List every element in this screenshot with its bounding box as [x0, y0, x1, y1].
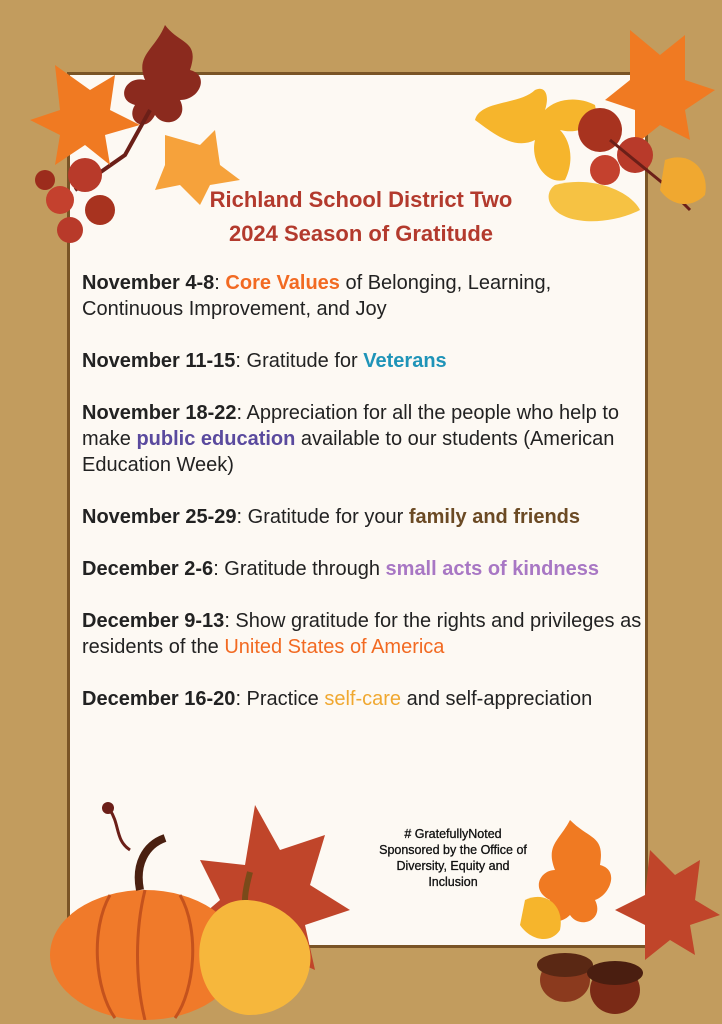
schedule-item: November 4-8: Core Values of Belonging, Learning, Continuous Improvement, and Joy	[82, 272, 552, 320]
item-text: Appreciation for all the people who help to make	[82, 402, 620, 450]
acorn-icon	[537, 953, 593, 1002]
item-date: December 16-20	[82, 688, 236, 710]
schedule-item: November 11-15: Gratitude for Veterans	[82, 350, 447, 372]
sponsor-text: Inclusion	[428, 875, 478, 889]
schedule-item: December 9-13: Show gratitude for the rights and privileges as residents of the United States of America	[82, 610, 642, 658]
item-text: Gratitude through	[218, 558, 386, 580]
item-text: Gratitude for	[240, 350, 364, 372]
item-highlight: small acts of kindness	[385, 558, 599, 580]
title-line-district: Richland School District Two	[209, 187, 513, 212]
item-date: November 11-15	[82, 350, 236, 372]
item-text: of Belonging, Learning, Continuous Improvement, and Joy	[82, 272, 552, 320]
maple-leaf-icon	[30, 65, 140, 165]
item-text: and self-appreciation	[401, 688, 593, 710]
item-date: December 9-13	[82, 610, 225, 632]
oak-leaf-icon	[124, 25, 201, 125]
item-date: November 25-29	[82, 506, 237, 528]
hashtag-text: # GratefullyNoted	[404, 827, 502, 841]
item-highlight: United States of America	[224, 636, 445, 658]
item-text: Practice	[241, 688, 325, 710]
schedule-item: December 16-20: Practice self-care and self-appreciation	[82, 688, 593, 710]
item-text: available to our students (American Education Week)	[82, 428, 615, 476]
page-title	[0, 183, 722, 251]
chestnut-leaf-icon	[475, 89, 596, 181]
item-highlight: family and friends	[408, 506, 580, 528]
schedule-item: November 25-29: Gratitude for your family and friends	[82, 506, 580, 528]
gratitude-schedule	[82, 270, 642, 738]
item-text: Show gratitude for the rights and privileges as residents of the	[82, 610, 642, 658]
item-highlight: Veterans	[363, 350, 447, 372]
item-highlight: public education	[136, 428, 296, 450]
schedule-item: December 2-6: Gratitude through small acts of kindness	[82, 558, 599, 580]
sponsor-text: Diversity, Equity and	[396, 859, 510, 873]
schedule-item: November 18-22: Appreciation for all the people who help to make public education available to our students (American Education Week)	[82, 402, 620, 476]
item-highlight: self-care	[324, 688, 402, 710]
pumpkins-bottom-left-icon	[40, 790, 360, 1020]
item-date: November 18-22	[82, 402, 237, 424]
item-highlight: Core Values	[225, 272, 340, 294]
item-text: Gratitude for your	[242, 506, 409, 528]
sponsor-footer	[355, 826, 551, 890]
maple-leaf-icon	[615, 850, 720, 960]
title-line-season: 2024 Season of Gratitude	[228, 221, 494, 246]
item-date: November 4-8	[82, 272, 215, 294]
acorn-icon	[587, 961, 643, 1014]
sponsor-text: Sponsored by the Office of	[379, 843, 527, 857]
item-date: December 2-6	[82, 558, 214, 580]
